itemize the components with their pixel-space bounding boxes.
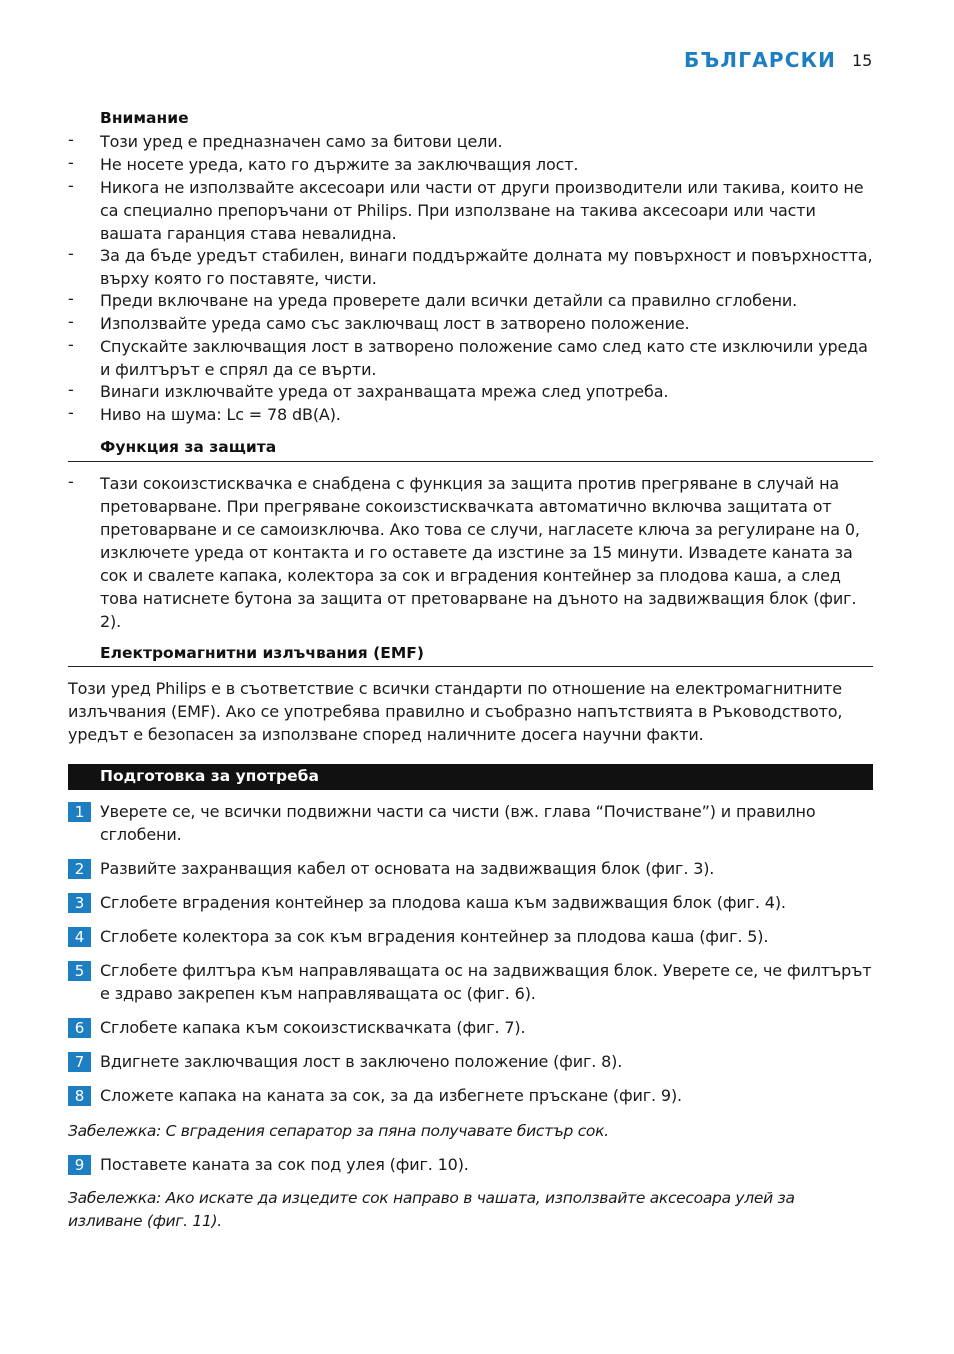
emf-heading: Електромагнитни излъчвания (EMF) (100, 644, 424, 662)
list-item-text: Не носете уреда, като го държите за заключващия лост. (100, 155, 579, 174)
list-dash: - (68, 153, 74, 172)
step-text: Вдигнете заключващия лост в заключено положение (фиг. 8). (100, 1052, 623, 1071)
step-number: 6 (68, 1018, 91, 1038)
list-item-text: Преди включване на уреда проверете дали всички детайли са правилно сглобени. (100, 291, 798, 310)
section-bar (68, 764, 873, 790)
step-text: Сглобете вградения контейнер за плодова каша към задвижващия блок (фиг. 4). (100, 893, 786, 912)
step-text: Уверете се, че всички подвижни части са чисти (вж. глава “Почистване”) и правилно сглобени. (100, 802, 816, 844)
page-number: 15 (852, 51, 873, 70)
list-item-text: Използвайте уреда само със заключващ лост в затворено положение. (100, 314, 690, 333)
list-item-text: За да бъде уредът стабилен, винаги поддържайте долната му повърхност и повърхността, върху която го поставяте, чисти. (100, 246, 873, 288)
list-dash: - (68, 176, 74, 195)
list-dash: - (68, 380, 74, 399)
step-number: 5 (68, 961, 91, 981)
step-text: Сглобете капака към сокоизстисквачката (фиг. 7). (100, 1018, 526, 1037)
step-number: 7 (68, 1052, 91, 1072)
list-dash: - (68, 403, 74, 422)
emf-text: Този уред Philips е в съответствие с всички стандарти по отношение на електромагнитните излъчвания (EMF). Ако се употребява правилно и съобразно напътствията в Ръководството, уредът е безопасен за използване според наличните досега научни факти. (68, 679, 843, 744)
list-item-text: Спускайте заключващия лост в затворено положение само след като сте изключили уреда и филтърът е спрял да се върти. (100, 337, 868, 379)
step-text: Поставете каната за сок под улея (фиг. 10). (100, 1155, 469, 1174)
protection-text: Тази сокоизстисквачка е снабдена с функция за защита против прегряване в случай на претоварване. При прегряване сокоизстисквачката автоматично включва защитата от претоварване и се самоизключва. Ако това се случи, нагласете ключа за регулиране на 0, изключете уреда от контакта и го оставете да изстине за 15 минути. Извадете каната за сок и свалете капака, колектора за сок и вградения контейнер за плодова каша, а след това натиснете бутона за защита от претоварване на дъното на задвижващия блок (фиг. 2). (100, 474, 860, 631)
protection-heading: Функция за защита (100, 438, 277, 456)
list-dash: - (68, 312, 74, 331)
list-dash: - (68, 130, 74, 149)
language-label: БЪЛГАРСКИ (684, 48, 837, 72)
list-dash: - (68, 335, 74, 354)
step-number: 2 (68, 859, 91, 879)
list-item-text: Този уред е предназначен само за битови цели. (100, 132, 503, 151)
note: Забележка: Ако искате да изцедите сок направо в чашата, използвайте аксесоара улей за изливане (фиг. 11). (68, 1189, 795, 1230)
list-dash: - (68, 472, 74, 491)
warning-heading: Внимание (100, 109, 189, 127)
step-text: Развийте захранващия кабел от основата на задвижващия блок (фиг. 3). (100, 859, 715, 878)
list-item-text: Винаги изключвайте уреда от захранващата мрежа след употреба. (100, 382, 669, 401)
step-number: 1 (68, 802, 91, 822)
list-dash: - (68, 289, 74, 308)
list-item-text: Никога не използвайте аксесоари или части от други производители или такива, които не са специално препоръчани от Philips. При използване на такива аксесоари или части вашата гаранция става невалидна. (100, 178, 864, 243)
list-dash: - (68, 244, 74, 263)
section-divider (68, 461, 873, 462)
preparation-heading: Подготовка за употреба (100, 767, 319, 785)
step-text: Сложете капака на каната за сок, за да избегнете пръскане (фиг. 9). (100, 1086, 682, 1105)
step-number: 8 (68, 1086, 91, 1106)
list-item-text: Ниво на шума: Lc = 78 dB(A). (100, 405, 341, 424)
step-text: Сглобете колектора за сок към вградения контейнер за плодова каша (фиг. 5). (100, 927, 769, 946)
step-text: Сглобете филтъра към направляващата ос на задвижващия блок. Уверете се, че филтърът е здраво закрепен към направляващата ос (фиг. 6). (100, 961, 872, 1003)
step-number: 9 (68, 1155, 91, 1175)
section-divider (68, 666, 873, 667)
note: Забележка: С вградения сепаратор за пяна получавате бистър сок. (68, 1122, 609, 1140)
step-number: 4 (68, 927, 91, 947)
step-number: 3 (68, 893, 91, 913)
